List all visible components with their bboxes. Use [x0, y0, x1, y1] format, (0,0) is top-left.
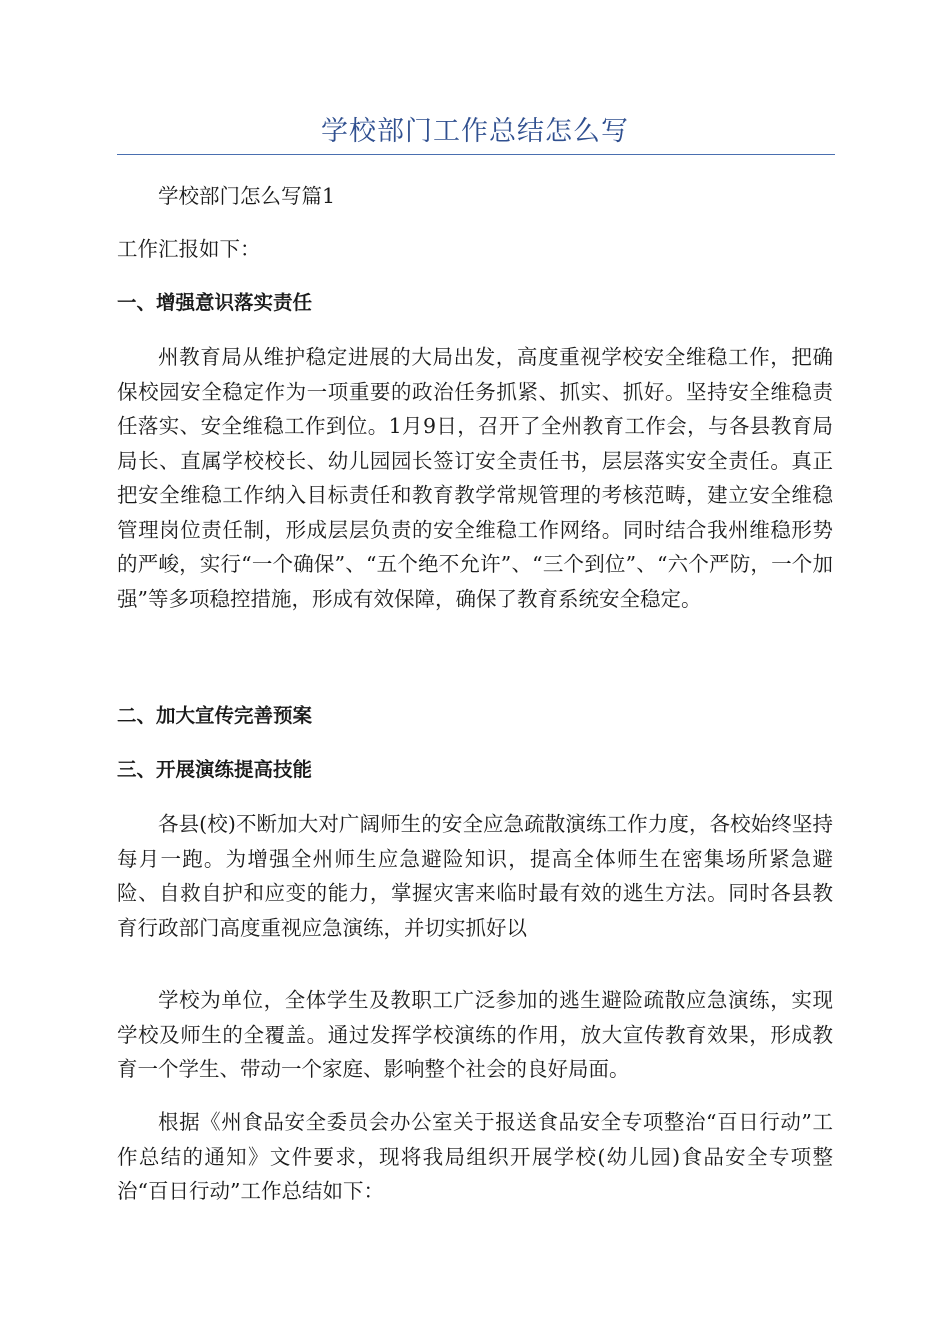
section3-body-paragraph-1: 各县(校)不断加大对广阔师生的安全应急疏散演练工作力度，各校始终坚持每月一跑。为增强全州师生应急避险知识，提高全体师生在密集场所紧急避险、自救自护和应变的能力，掌握灾害来临时最有效的逃生方法。同时各县教育行政部门高度重视应急演练，并切实抓好以: [117, 812, 833, 940]
section1-heading: 一、增强意识落实责任: [117, 291, 313, 314]
section3-body-paragraph-2: 学校为单位，全体学生及教职工广泛参加的逃生避险疏散应急演练，实现学校及师生的全覆盖。通过发挥学校演练的作用，放大宣传教育效果，形成教育一个学生、带动一个家庭、影响整个社会的良好局面。: [117, 988, 833, 1081]
subtitle: 学校部门怎么写篇1: [158, 184, 336, 208]
section1-body: 州教育局从维护稳定进展的大局出发，高度重视学校安全维稳工作，把确保校园安全稳定作为一项重要的政治任务抓紧、抓实、抓好。坚持安全维稳责任落实、安全维稳工作到位。1月9日，召开了全州教育工作会，与各县教育局局长、直属学校校长、幼儿园园长签订安全责任书，层层落实安全责任。真正把安全维稳工作纳入目标责任和教育教学常规管理的考核范畴，建立安全维稳管理岗位责任制，形成层层负责的安全维稳工作网络。同时结合我州维稳形势的严峻，实行“一个确保”、“五个绝不允许”、“三个到位”、“六个严防，一个加强”等多项稳控措施，形成有效保障，确保了教育系统安全稳定。: [117, 345, 833, 611]
section3-heading: 三、开展演练提高技能: [117, 758, 313, 781]
section2-heading: 二、加大宣传完善预案: [117, 704, 313, 727]
title-underline: [117, 154, 835, 155]
section3-body-paragraph-3: 根据《州食品安全委员会办公室关于报送食品安全专项整治“百日行动”工作总结的通知》文件要求，现将我局组织开展学校(幼儿园)食品安全专项整治“百日行动”工作总结如下：: [117, 1110, 833, 1203]
intro-text: 工作汇报如下：: [117, 237, 261, 261]
document-title: 学校部门工作总结怎么写: [321, 116, 629, 147]
